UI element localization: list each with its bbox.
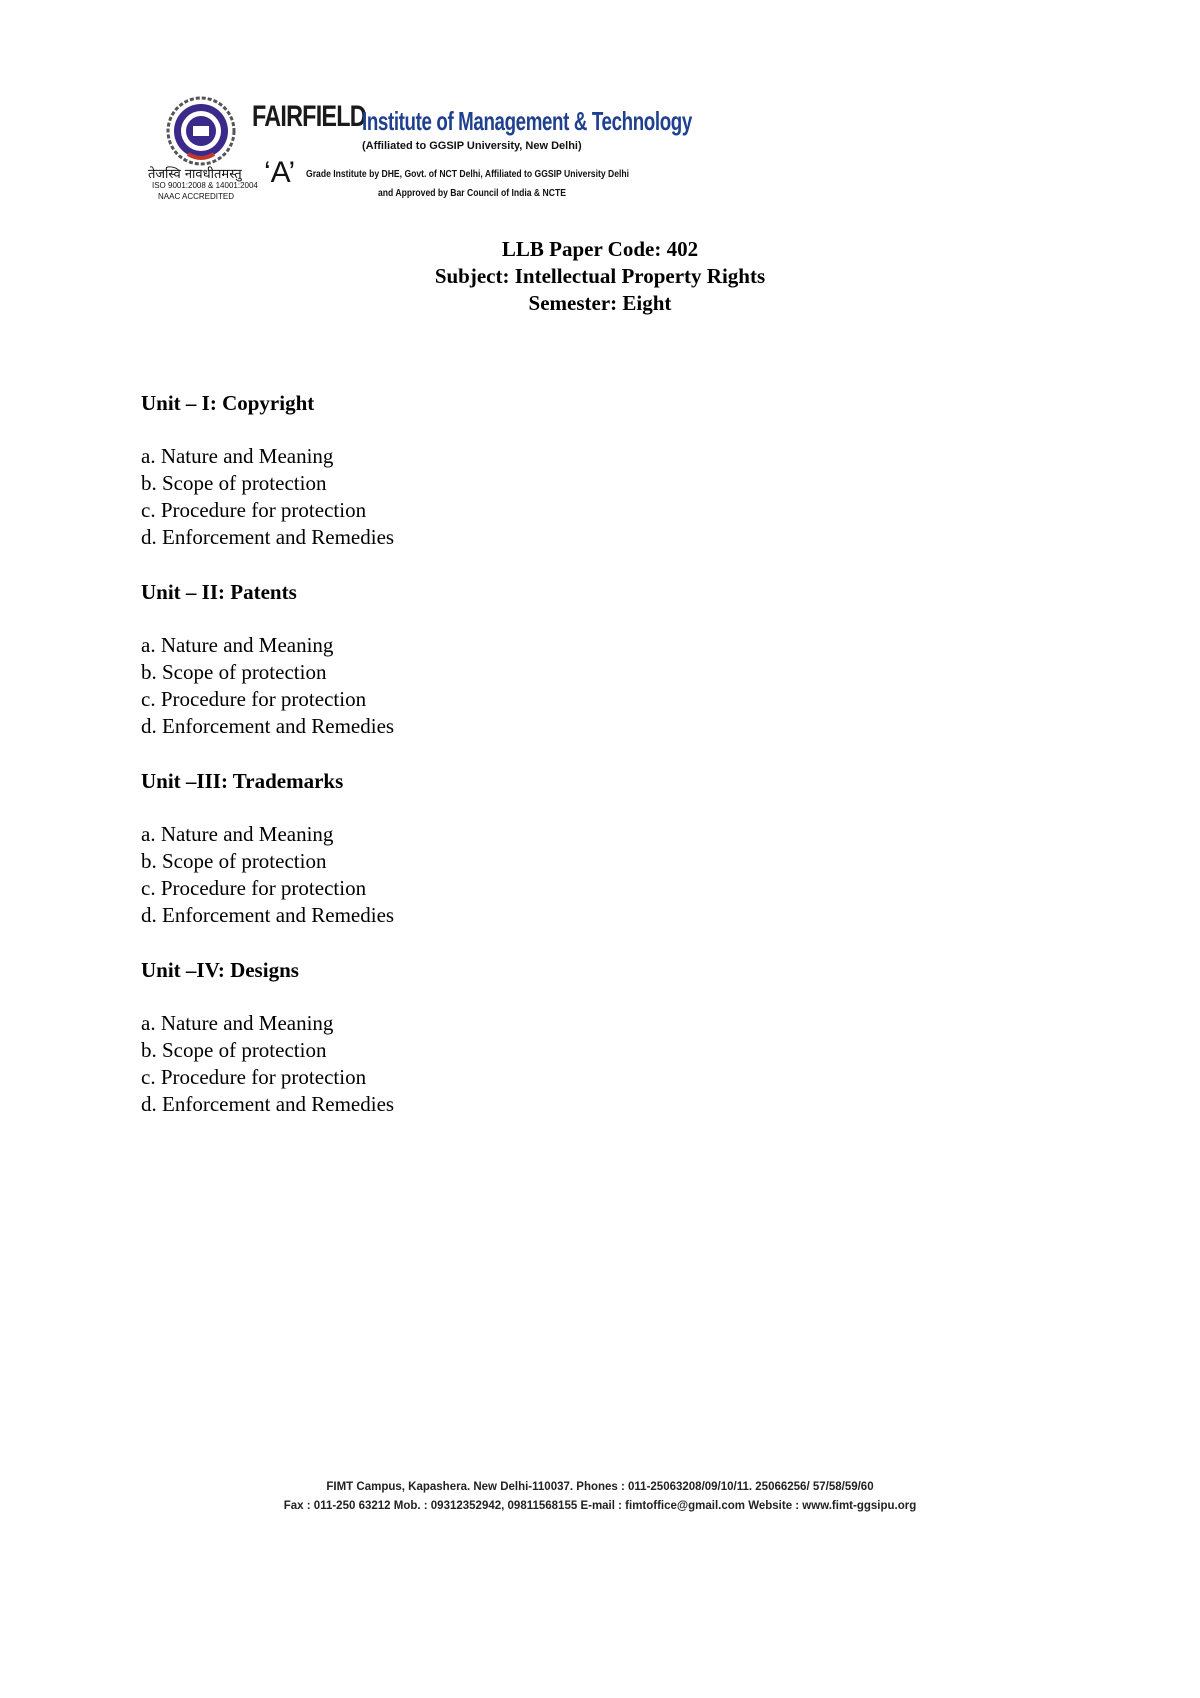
- naac-accreditation: NAAC ACCREDITED: [158, 192, 235, 201]
- topic-item: d. Enforcement and Remedies: [141, 525, 395, 549]
- topic-item: c. Procedure for protection: [141, 1065, 367, 1089]
- topic-item: d. Enforcement and Remedies: [141, 714, 395, 738]
- footer-contacts: Fax : 011-250 63212 Mob. : 09312352942, 09811568155 E-mail : fimtoffice@gmail.com Website : www.fimt-ggsipu.org: [283, 1500, 917, 1512]
- subject-title: Subject: Intellectual Property Rights: [434, 264, 766, 288]
- brand-primary: FAIRFIELD: [252, 100, 366, 133]
- topic-item: a. Nature and Meaning: [141, 1011, 334, 1035]
- syllabus-units: [141, 390, 394, 1146]
- brand-secondary: Institute of Management & Technology: [362, 106, 692, 136]
- unit-section: [141, 390, 394, 551]
- topic-item: d. Enforcement and Remedies: [141, 1092, 395, 1116]
- unit-heading: Unit – I: Copyright: [141, 391, 315, 415]
- topic-item: c. Procedure for protection: [141, 876, 367, 900]
- approval-description: and Approved by Bar Council of India & NCTE: [378, 188, 566, 199]
- paper-code: LLB Paper Code: 402: [501, 237, 699, 261]
- letterhead-footer: [0, 1478, 1200, 1516]
- unit-section: [141, 957, 394, 1118]
- topic-item: d. Enforcement and Remedies: [141, 903, 395, 927]
- letterhead: [148, 96, 692, 208]
- topic-item: a. Nature and Meaning: [141, 444, 334, 468]
- topic-item: b. Scope of protection: [141, 849, 327, 873]
- paper-title-block: [0, 236, 1200, 317]
- iso-certification: ISO 9001:2008 & 14001:2004: [152, 181, 258, 190]
- institute-seal-logo: [166, 96, 236, 166]
- topic-item: a. Nature and Meaning: [141, 633, 334, 657]
- topic-item: a. Nature and Meaning: [141, 822, 334, 846]
- footer-address: FIMT Campus, Kapashera. New Delhi-110037. Phones : 011-25063208/09/10/11. 25066256/ 57/58/59/60: [326, 1481, 874, 1493]
- topic-item: c. Procedure for protection: [141, 687, 367, 711]
- unit-section: [141, 768, 394, 929]
- grade-description: Grade Institute by DHE, Govt. of NCT Delhi, Affiliated to GGSIP University Delhi: [306, 169, 630, 180]
- topic-item: b. Scope of protection: [141, 660, 327, 684]
- grade-letter: ‘A’: [264, 156, 296, 189]
- topic-item: c. Procedure for protection: [141, 498, 367, 522]
- unit-heading: Unit –IV: Designs: [141, 958, 299, 982]
- topic-item: b. Scope of protection: [141, 1038, 327, 1062]
- semester-label: Semester: Eight: [528, 291, 672, 315]
- topic-item: b. Scope of protection: [141, 471, 327, 495]
- unit-heading: Unit –III: Trademarks: [141, 769, 344, 793]
- unit-section: [141, 579, 394, 740]
- institute-name: [252, 100, 692, 136]
- motto-text: तेजस्वि नावधीतमस्तु: [148, 167, 242, 182]
- affiliation-text: (Affiliated to GGSIP University, New Delhi): [362, 140, 582, 152]
- unit-heading: Unit – II: Patents: [141, 580, 297, 604]
